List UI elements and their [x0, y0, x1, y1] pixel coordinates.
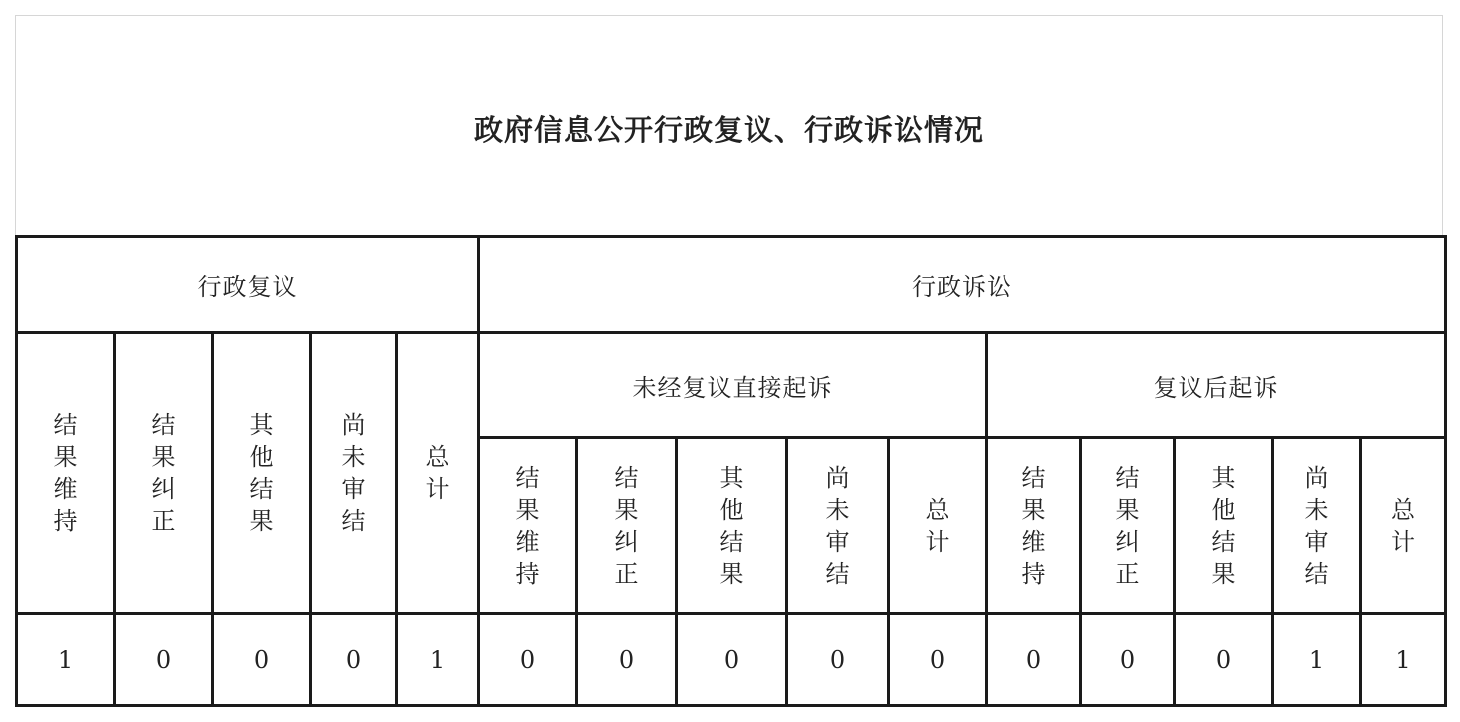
direct-header-cell	[787, 438, 889, 614]
after-review-header-other: 其他结果	[1211, 463, 1236, 588]
review-header-cell	[115, 333, 213, 614]
after-review-value-pending: 1	[1273, 614, 1361, 706]
direct-litigation-header: 未经复议直接起诉	[479, 333, 987, 438]
review-value-corrected: 0	[115, 614, 213, 706]
group-header-row	[17, 237, 1446, 333]
after-review-header-pending: 尚未审结	[1304, 463, 1329, 588]
litigation-group-header: 行政诉讼	[479, 237, 1446, 333]
page-title: 政府信息公开行政复议、行政诉讼情况	[473, 113, 984, 147]
direct-value-corrected: 0	[577, 614, 677, 706]
after-review-value-maintained: 0	[987, 614, 1081, 706]
direct-header-cell	[479, 438, 577, 614]
review-header-corrected: 结果纠正	[151, 411, 176, 535]
values-row	[17, 614, 1446, 706]
review-litigation-table	[15, 235, 1447, 707]
after-review-value-corrected: 0	[1081, 614, 1175, 706]
after-review-header-cell	[1175, 438, 1273, 614]
after-review-value-total: 1	[1361, 614, 1446, 706]
direct-header-other: 其他结果	[719, 463, 744, 588]
review-header-pending: 尚未审结	[341, 411, 366, 535]
review-value-other: 0	[213, 614, 311, 706]
direct-header-cell	[677, 438, 787, 614]
direct-value-pending: 0	[787, 614, 889, 706]
direct-header-cell	[889, 438, 987, 614]
direct-value-maintained: 0	[479, 614, 577, 706]
after-review-header-cell	[1361, 438, 1446, 614]
review-header-other: 其他结果	[249, 411, 274, 535]
after-review-header-cell	[1273, 438, 1361, 614]
direct-header-corrected: 结果纠正	[614, 463, 639, 588]
review-value-pending: 0	[311, 614, 397, 706]
direct-header-cell	[577, 438, 677, 614]
review-value-maintained: 1	[17, 614, 115, 706]
direct-header-pending: 尚未审结	[825, 463, 850, 588]
after-review-header-corrected: 结果纠正	[1115, 463, 1140, 588]
review-header-cell	[213, 333, 311, 614]
review-header-cell	[17, 333, 115, 614]
direct-value-total: 0	[889, 614, 987, 706]
after-review-header-maintained: 结果维持	[1021, 463, 1046, 588]
review-header-total: 总计	[425, 443, 450, 503]
after-review-header-cell	[987, 438, 1081, 614]
after-review-header-total: 总计	[1391, 495, 1416, 556]
subgroup-header-row	[17, 333, 1446, 438]
direct-value-other: 0	[677, 614, 787, 706]
after-review-header-cell	[1081, 438, 1175, 614]
after-review-value-other: 0	[1175, 614, 1273, 706]
review-header-maintained: 结果维持	[53, 411, 78, 535]
review-header-cell	[397, 333, 479, 614]
review-group-header: 行政复议	[17, 237, 479, 333]
review-header-cell	[311, 333, 397, 614]
direct-header-total: 总计	[925, 495, 950, 556]
direct-header-maintained: 结果维持	[515, 463, 540, 588]
after-review-litigation-header: 复议后起诉	[987, 333, 1446, 438]
review-value-total: 1	[397, 614, 479, 706]
